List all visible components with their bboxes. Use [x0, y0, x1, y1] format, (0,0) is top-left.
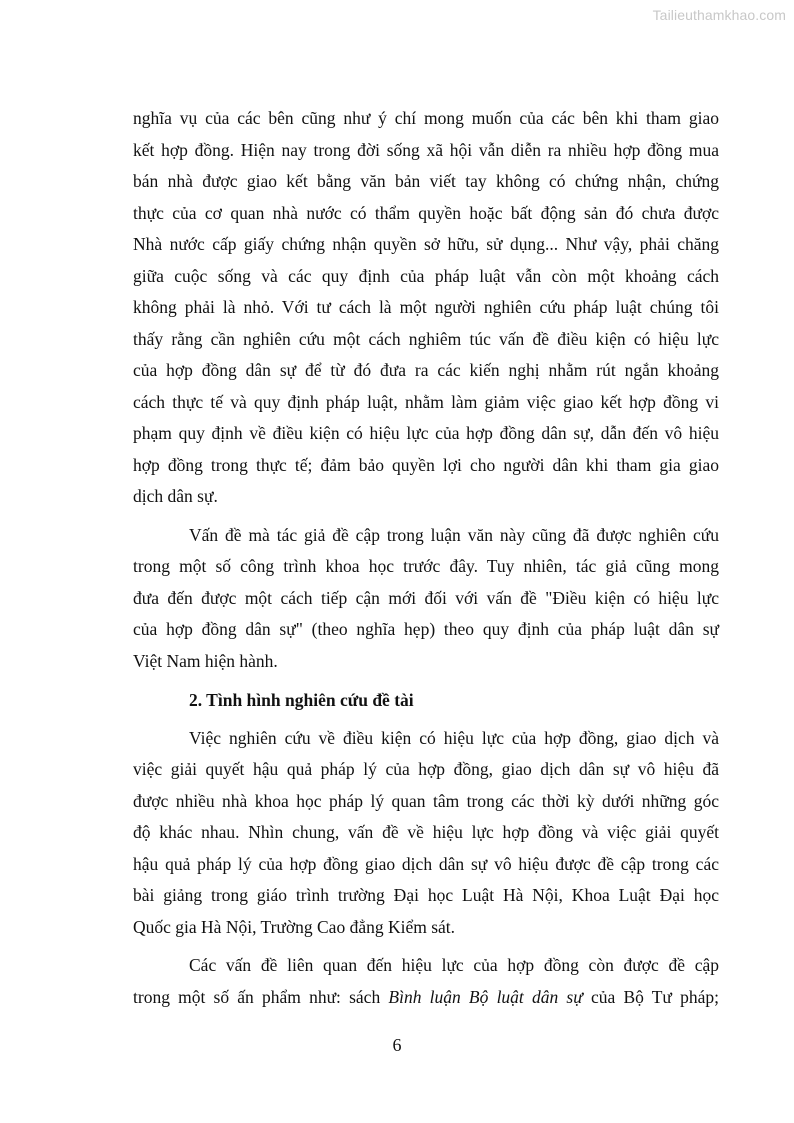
text-line: bán nhà được giao kết bằng văn bản viết tay không có chứng nhận, chứng	[133, 171, 719, 191]
text-line: hợp đồng trong thực tế; đảm bảo quyền lợi cho người dân khi tham gia giao	[133, 454, 719, 475]
text-line: Quốc gia Hà Nội, Trường Cao đẳng Kiểm sát.	[133, 916, 456, 937]
text-line: dịch dân sự.	[133, 486, 218, 506]
text-line: giữa cuộc sống và các quy định của pháp luật vẫn còn một khoảng cách	[133, 265, 719, 286]
text-line: việc giải quyết hậu quả pháp lý của hợp đồng, giao dịch dân sự vô hiệu đã	[133, 759, 719, 779]
text-segment: của Bộ Tư pháp;	[582, 986, 719, 1007]
watermark-text: Tailieuthamkhao.com	[652, 7, 786, 23]
text-line-mixed	[133, 982, 719, 1014]
text-line: kết hợp đồng. Hiện nay trong đời sống xã hội vẫn diễn ra nhiều hợp đồng mua	[133, 139, 719, 160]
text-line: độ khác nhau. Nhìn chung, vấn đề về hiệu lực hợp đồng và việc giải quyết	[133, 822, 719, 842]
text-line: trong một số công trình khoa học trước đây. Tuy nhiên, tác giả cũng mong	[133, 556, 719, 576]
paragraph-publications	[133, 950, 719, 1013]
text-segment: trong một số ấn phẩm như: sách	[133, 986, 389, 1007]
page-number: 6	[392, 1035, 402, 1055]
text-line: đưa đến được một cách tiếp cận mới đối với vấn đề "Điều kiện có hiệu lực	[133, 587, 719, 608]
paragraph-author-approach	[133, 520, 719, 678]
text-line: nghĩa vụ của các bên cũng như ý chí mong muốn của các bên khi tham giao	[133, 108, 719, 128]
text-line: Vấn đề mà tác giả đề cập trong luận văn này cũng đã được nghiên cứu	[189, 524, 719, 545]
text-line: thấy rằng cần nghiên cứu một cách nghiêm túc vấn đề điều kiện có hiệu lực	[133, 328, 719, 349]
text-line: không phải là nhỏ. Với tư cách là một người nghiên cứu pháp luật chúng tôi	[133, 297, 719, 317]
text-line: thực của cơ quan nhà nước có thẩm quyền hoặc bất động sản đó chưa được	[133, 202, 719, 223]
book-title: Bình luận Bộ luật dân sự	[388, 986, 583, 1007]
text-line: của hợp đồng dân sự" (theo nghĩa hẹp) theo quy định của pháp luật dân sự	[133, 619, 719, 639]
paragraph-research-status	[133, 723, 719, 944]
text-line: Các vấn đề liên quan đến hiệu lực của hợp đồng còn được đề cập	[189, 955, 719, 975]
text-line: cách thực tế và quy định pháp luật, nhằm làm giảm việc giao kết hợp đồng vi	[133, 391, 719, 412]
section-heading: 2. Tình hình nghiên cứu đề tài	[189, 690, 414, 710]
text-line: phạm quy định về điều kiện có hiệu lực của hợp đồng dân sự, dẫn đến vô hiệu	[133, 423, 719, 443]
text-line: được nhiều nhà khoa học pháp lý quan tâm trong các thời kỳ dưới những góc	[133, 790, 719, 811]
text-line: Việt Nam hiện hành.	[133, 650, 278, 671]
text-line: Việc nghiên cứu về điều kiện có hiệu lực của hợp đồng, giao dịch và	[189, 727, 719, 748]
text-line: bài giảng trong giáo trình trường Đại học Luật Hà Nội, Khoa Luật Đại học	[133, 885, 719, 905]
paragraph-continuation	[133, 103, 719, 513]
text-line: Nhà nước cấp giấy chứng nhận quyền sở hữu, sử dụng... Như vậy, phải chăng	[133, 234, 719, 254]
text-line: của hợp đồng dân sự để từ đó đưa ra các kiến nghị nhằm rút ngắn khoảng	[133, 360, 719, 380]
text-line: hậu quả pháp lý của hợp đồng giao dịch dân sự vô hiệu được đề cập trong các	[133, 853, 719, 874]
document-body	[133, 103, 719, 1020]
